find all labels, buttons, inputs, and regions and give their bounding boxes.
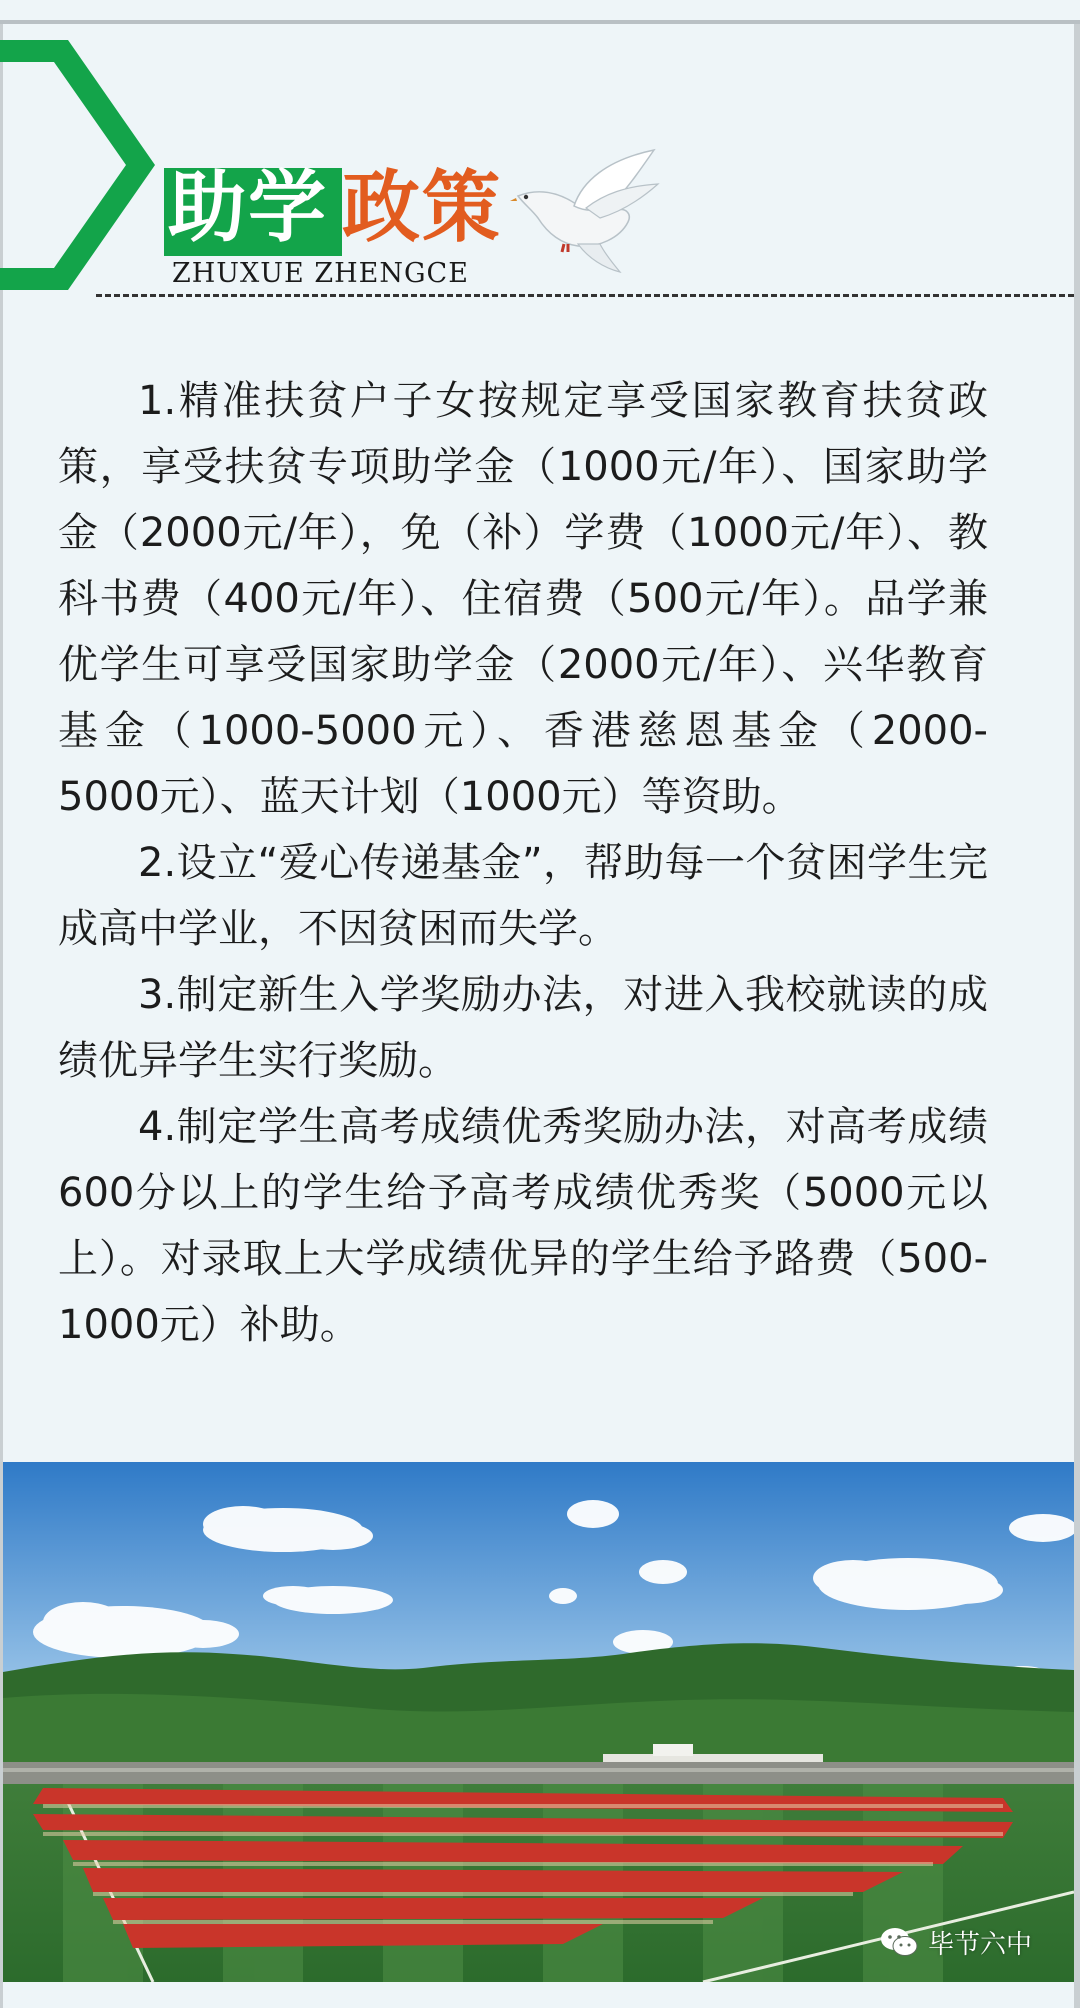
dove-icon: [508, 148, 668, 278]
chevron-arrow-icon: [0, 40, 160, 290]
page-title-part2: 政策: [342, 163, 503, 253]
header-divider: [96, 294, 1074, 297]
top-border: [0, 20, 1080, 24]
policy-item-1: 1.精准扶贫户子女按规定享受国家教育扶贫政策，享受扶贫专项助学金（1000元/年）、国家助学金（2000元/年），免（补）学费（1000元/年）、教科书费（400元/年）、住宿费（500元/年）。品学兼优学生可享受国家助学金（2000元/年）、兴华教育基金（1000-5000元）、香港慈恩基金（2000-5000元）、蓝天计划（1000元）等资助。: [58, 378, 988, 820]
page-title-part1: 助学: [168, 163, 329, 253]
policy-item-4: 4.制定学生高考成绩优秀奖励办法，对高考成绩600分以上的学生给予高考成绩优秀奖（5000元以上）。对录取上大学成绩优异的学生给予路费（500-1000元）补助。: [58, 1104, 988, 1348]
policy-item-3: 3.制定新生入学奖励办法，对进入我校就读的成绩优异学生实行奖励。: [58, 972, 988, 1084]
right-border: [1074, 24, 1080, 2008]
wechat-icon: [880, 1926, 918, 1958]
page-subtitle: ZHUXUE ZHENGCE: [172, 258, 469, 289]
account-watermark: [880, 1922, 1032, 1962]
campus-photo: [3, 1462, 1074, 1982]
policy-body: [58, 368, 988, 1358]
account-name: 毕节六中: [928, 1929, 1033, 1960]
policy-item-2: 2.设立“爱心传递基金”，帮助每一个贫困学生完成高中学业，不因贫困而失学。: [58, 840, 988, 952]
